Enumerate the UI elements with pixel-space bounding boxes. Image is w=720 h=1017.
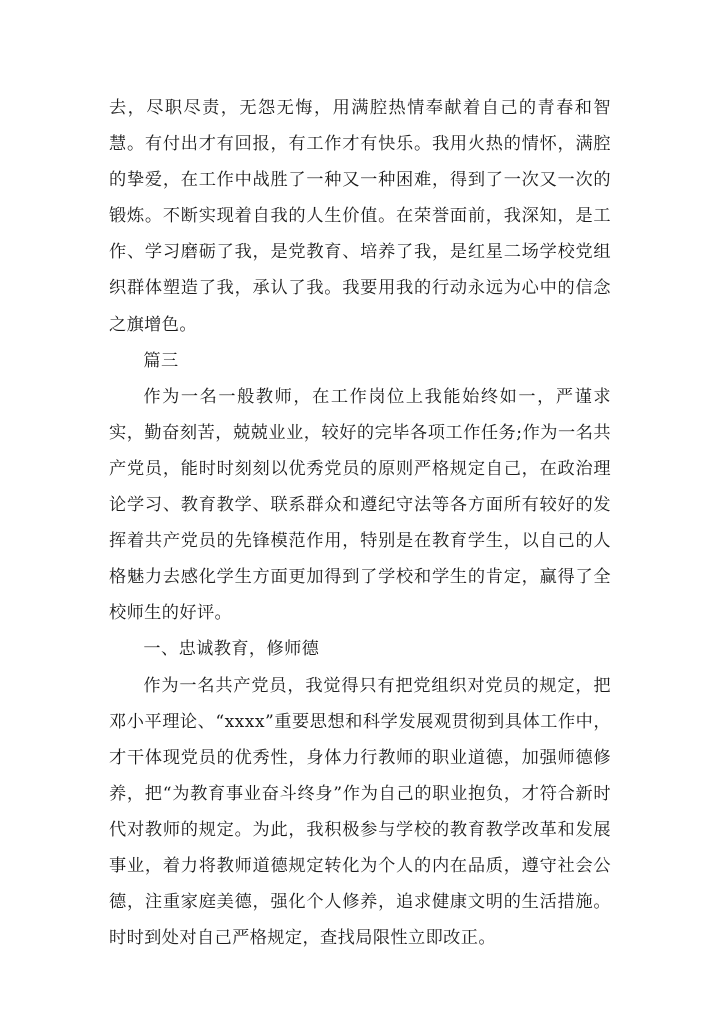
section-heading-part-three: 篇三: [143, 350, 179, 371]
paragraph-intro: 作为一名一般教师，在工作岗位上我能始终如一，严谨求实，勤奋刻苦，兢兢业业，较好的完毕各项工作任务;作为一名共产党员，能时时刻刻以优秀党员的原则严格规定自己，在政治理论学习、教育教学、联系群众和遵纪守法等各方面所有较好的发挥着共产党员的先锋模范作用，特别是在教育学生，以自己的人格魅力去感化学生方面更加得到了学校和学生的肯定，赢得了全校师生的好评。: [109, 386, 611, 624]
document-body: [109, 90, 611, 956]
paragraph-continuation: 去，尽职尽责，无怨无悔，用满腔热情奉献着自己的青春和智慧。有付出才有回报，有工作才有快乐。我用火热的情怀，满腔的挚爱，在工作中战胜了一种又一种困难，得到了一次又一次的锻炼。不断实现着自我的人生价值。在荣誉面前，我深知，是工作、学习磨砺了我，是党教育、培养了我，是红星二场学校党组织群体塑造了我，承认了我。我要用我的行动永远为心中的信念之旗增色。: [109, 98, 611, 335]
subsection-heading-loyalty: 一、忠诚教育，修师德: [143, 639, 320, 660]
paragraph-loyalty: 作为一名共产党员，我觉得只有把党组织对党员的规定，把邓小平理论、“xxxx”重要思想和科学发展观贯彻到具体工作中，才干体现党员的优秀性，身体力行教师的职业道德，加强师德修养，把“为教育事业奋斗终身”作为自己的职业抱负，才符合新时代对教师的规定。为此，我积极参与学校的教育教学改革和发展事业，着力将教师道德规定转化为个人的内在品质，遵守社会公德，注重家庭美德，强化个人修养，追求健康文明的生活措施。时时到处对自己严格规定，查找局限性立即改正。: [109, 675, 611, 949]
